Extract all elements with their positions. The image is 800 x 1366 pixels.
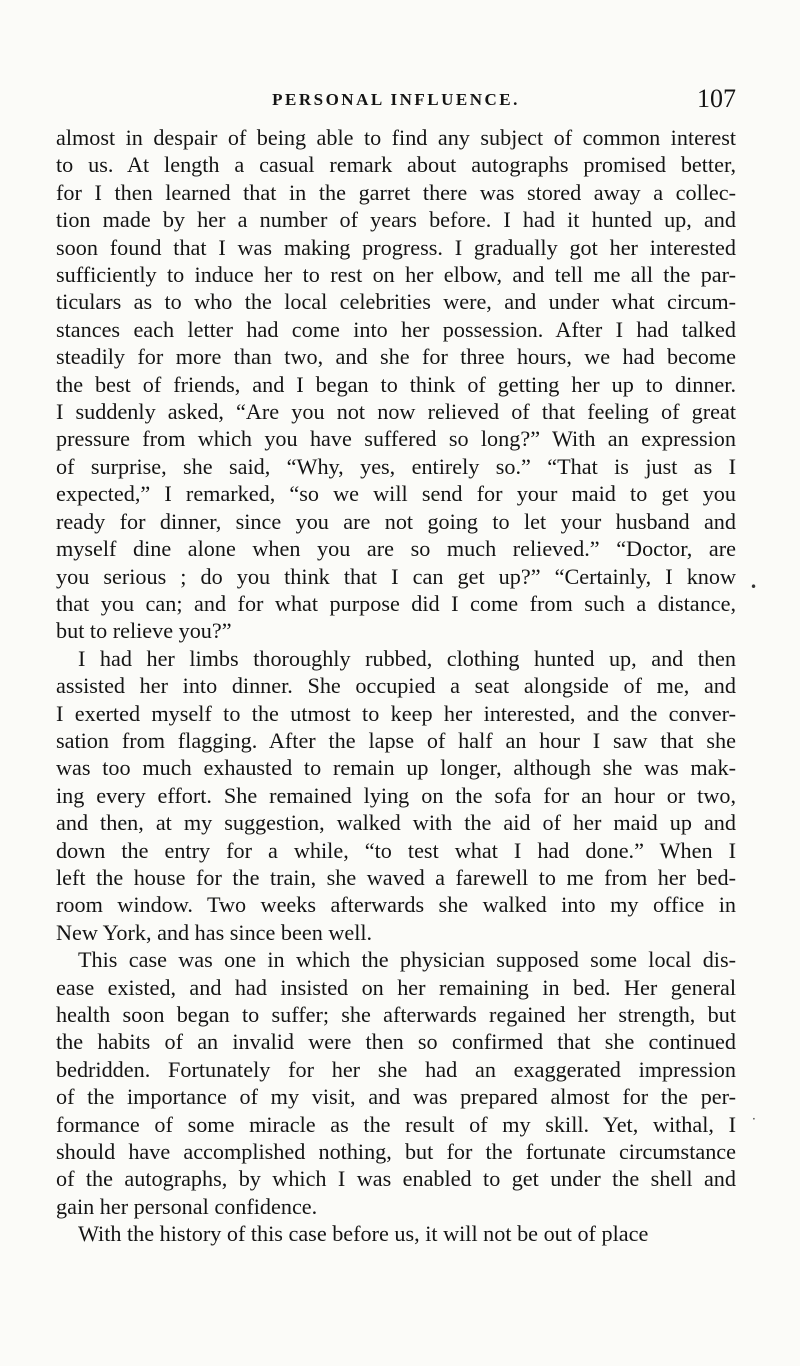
text-line: ease existed, and had insisted on her remaining in bed. Her general	[56, 974, 736, 1000]
text-line: left the house for the train, she waved a farewell to me from her bed-	[56, 864, 736, 890]
text-line: With the history of this case before us, it will not be out of place	[78, 1221, 649, 1247]
text-line: bedridden. Fortunately for her she had an exaggerated impression	[56, 1056, 736, 1082]
text-line: room window. Two weeks afterwards she walked into my office in	[56, 892, 736, 918]
text-line: I suddenly asked, “Are you not now relieved of that feeling of great	[56, 399, 736, 425]
text-line: was too much exhausted to remain up longer, although she was mak-	[56, 755, 736, 781]
text-line: health soon began to suffer; she afterwards regained her strength, but	[56, 1002, 736, 1027]
text-line: ticulars as to who the local celebrities were, and under what circum-	[56, 289, 736, 315]
page-number: 107	[697, 84, 736, 113]
text-line: the best of friends, and I began to think of getting her up to dinner.	[56, 371, 736, 397]
text-line: formance of some miracle as the result of my skill. Yet, withal, I	[56, 1111, 736, 1137]
text-line: I exerted myself to the utmost to keep her interested, and the conver-	[56, 700, 736, 726]
text-line: sation from flagging. After the lapse of half an hour I saw that she	[56, 727, 736, 753]
text-line: of the autographs, by which I was enabled to get under the shell and	[56, 1166, 736, 1192]
text-line: down the entry for a while, “to test what I had done.” When I	[56, 837, 736, 863]
text-line: This case was one in which the physician supposed some local dis-	[78, 947, 736, 973]
text-line: New York, and has since been well.	[56, 919, 373, 945]
text-line: tion made by her a number of years before. I had it hunted up, and	[56, 207, 736, 233]
text-line: of surprise, she said, “Why, yes, entirely so.” “That is just as I	[56, 453, 736, 479]
text-line: of the importance of my visit, and was prepared almost for the per-	[56, 1084, 736, 1110]
text-line: should have accomplished nothing, but for the fortunate circumstance	[56, 1139, 736, 1165]
text-line: I had her limbs thoroughly rubbed, clothing hunted up, and then	[78, 645, 736, 671]
text-line: and then, at my suggestion, walked with the aid of her maid up and	[56, 810, 736, 836]
margin-dot-mark: •	[750, 580, 758, 594]
body-text	[56, 124, 736, 1248]
text-line: ready for dinner, since you are not going to let your husband and	[56, 508, 736, 534]
text-line: the habits of an invalid were then so confirmed that she continued	[56, 1029, 736, 1055]
text-line: expected,” I remarked, “so we will send for your maid to get you	[56, 481, 736, 507]
text-line: that you can; and for what purpose did I come from such a distance,	[56, 590, 736, 616]
running-title: PERSONAL INFLUENCE.	[272, 90, 520, 109]
text-line: you serious ; do you think that I can get up?” “Certainly, I know	[56, 563, 736, 589]
text-line: to us. At length a casual remark about autographs promised better,	[56, 152, 736, 178]
text-line: gain her personal confidence.	[56, 1193, 318, 1219]
text-line: sufficiently to induce her to rest on her elbow, and tell me all the par-	[56, 262, 736, 288]
text-line: but to relieve you?”	[56, 618, 232, 644]
text-line: myself dine alone when you are so much relieved.” “Doctor, are	[56, 536, 736, 562]
margin-tick-mark: ·	[752, 1112, 756, 1126]
running-head	[56, 84, 736, 118]
text-line: assisted her into dinner. She occupied a seat alongside of me, and	[56, 673, 736, 699]
text-line: almost in despair of being able to find any subject of common interest	[56, 125, 736, 150]
text-line: ing every effort. She remained lying on the sofa for an hour or two,	[56, 782, 736, 808]
text-line: for I then learned that in the garret there was stored away a collec-	[56, 179, 736, 205]
text-line: pressure from which you have suffered so long?” With an expression	[56, 426, 736, 452]
text-line: steadily for more than two, and she for three hours, we had become	[56, 344, 736, 370]
text-line: stances each letter had come into her possession. After I had talked	[56, 316, 736, 342]
text-line: soon found that I was making progress. I gradually got her interested	[56, 234, 736, 260]
